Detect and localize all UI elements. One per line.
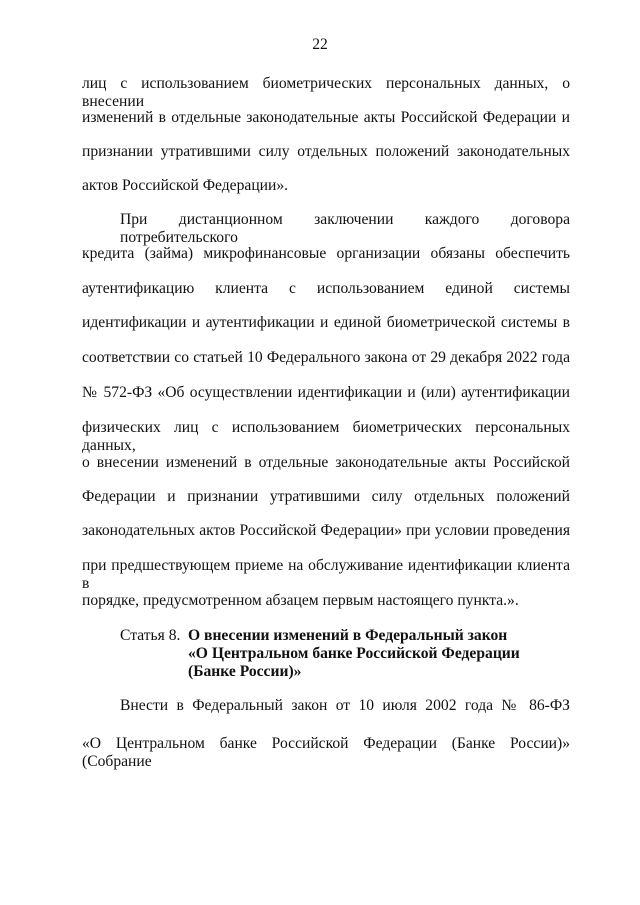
article-title-line: (Банке России)» [188,663,302,680]
text-line: признании утратившими силу отдельных положений законодательных [82,143,570,160]
text-line: идентификации и аутентификации и единой биометрической системы в [82,314,570,331]
text-line: лиц с использованием биометрических персональных данных, о внесении [82,75,570,110]
text-line: о внесении изменений в отдельные законодательные акты Российской [82,454,570,471]
text-line: кредита (займа) микрофинансовые организации обязаны обеспечить [82,245,570,262]
article-title-line: О внесении изменений в Федеральный закон [188,627,508,644]
text-line: соответствии со статьей 10 Федерального закона от 29 декабря 2022 года [82,349,570,366]
page-number: 22 [312,36,328,53]
text-line: «О Центральном банке Российской Федерации (Банке России)» (Собрание [82,735,570,770]
text-line: Федерации и признании утратившими силу отдельных положений [82,488,570,505]
text-line: При дистанционном заключении каждого договора потребительского [120,211,570,246]
text-line: порядке, предусмотренном абзацем первым настоящего пункта.». [82,592,519,609]
text-line: законодательных актов Российской Федерации» при условии проведения [82,522,570,539]
text-line: Внести в Федеральный закон от 10 июля 2002 года № 86-ФЗ [120,697,570,714]
text-line: аутентификацию клиента с использованием единой системы [82,280,570,297]
text-line: физических лиц с использованием биометрических персональных данных, [82,419,570,454]
text-line: при предшествующем приеме на обслуживание идентификации клиента в [82,557,570,592]
text-line: актов Российской Федерации». [82,177,289,194]
article-label: Статья 8. [120,627,181,644]
article-title-line: «О Центральном банке Российской Федерации [188,645,520,662]
text-line: № 572-ФЗ «Об осуществлении идентификации и (или) аутентификации [82,384,570,401]
text-line: изменений в отдельные законодательные акты Российской Федерации и [82,109,570,126]
